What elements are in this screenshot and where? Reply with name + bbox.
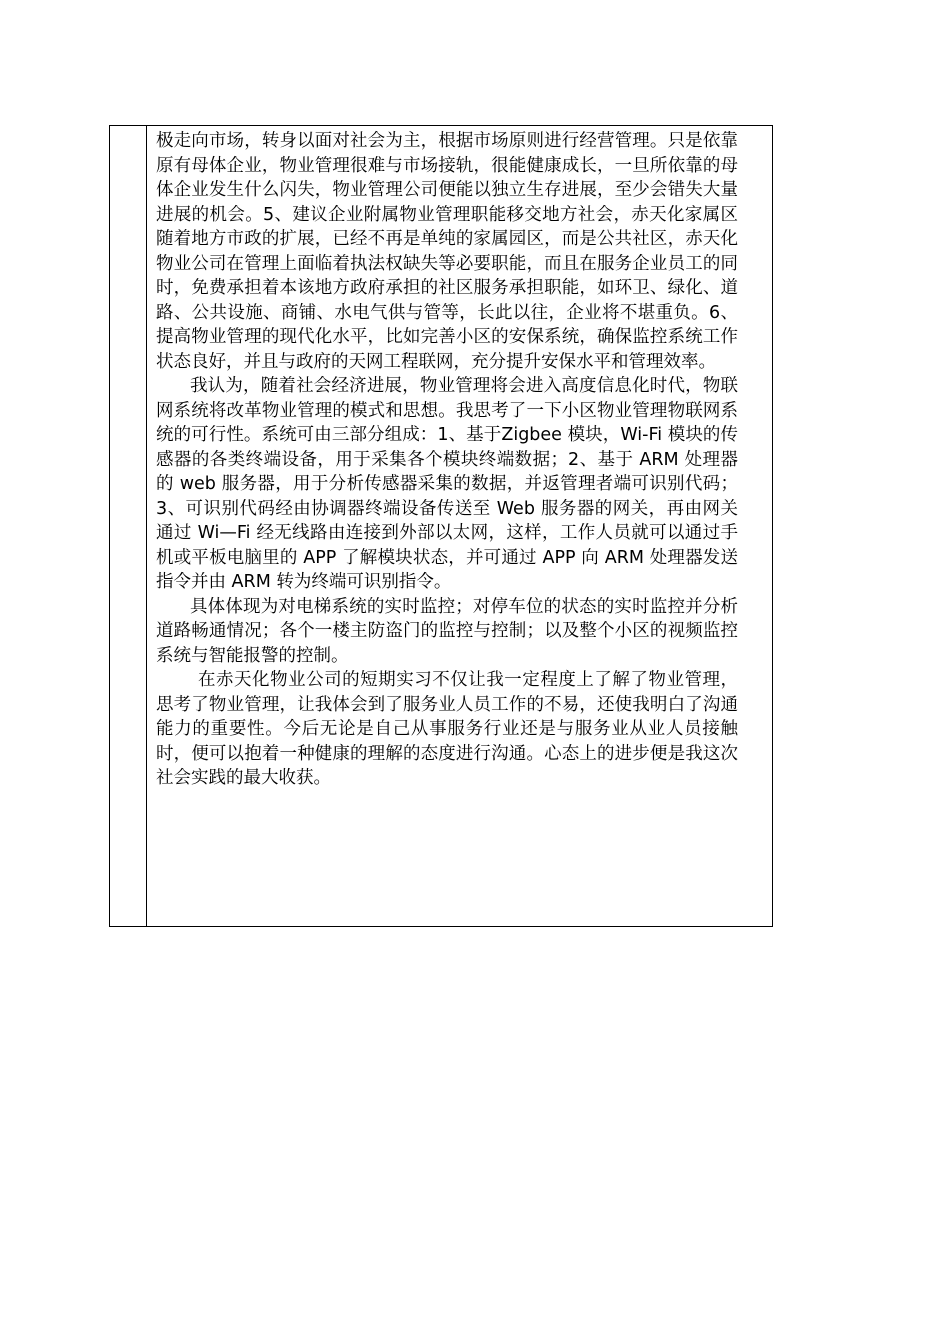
paragraph-4: 在赤天化物业公司的短期实习不仅让我一定程度上了解了物业管理，思考了物业管理，让我体会到了服务业人员工作的不易，还使我明白了沟通能力的重要性。今后无论是自己从事服务行业还是与服务业从业人员接触时，便可以抱着一种健康的理解的态度进行沟通。心态上的进步便是我这次社会实践的最大收获。 <box>156 670 738 788</box>
table-left-column <box>110 126 147 926</box>
paragraph-1: 极走向市场，转身以面对社会为主，根据市场原则进行经营管理。只是依靠原有母体企业，物业管理很难与市场接轨，很能健康成长，一旦所依靠的母体企业发生什么闪失，物业管理公司便能以独立生存进展，至少会错失大量进展的机会。5、建议企业附属物业管理职能移交地方社会，赤天化家属区随着地方市政的扩展，已经不再是单纯的家属园区，而是公共社区，赤天化物业公司在管理上面临着执法权缺失等必要职能，而且在服务企业员工的同时，免费承担着本该地方政府承担的社区服务承担职能，如环卫、绿化、道路、公共设施、商铺、水电气供与管等，长此以往，企业将不堪重负。6、提高物业管理的现代化水平，比如完善小区的安保系统，确保监控系统工作状态良好，并且与政府的天网工程联网，充分提升安保水平和管理效率。 <box>156 131 738 372</box>
document-table <box>109 125 773 927</box>
paragraph-3: 具体体现为对电梯系统的实时监控；对停车位的状态的实时监控并分析道路畅通情况；各个一楼主防盗门的监控与控制；以及整个小区的视频监控系统与智能报警的控制。 <box>156 596 738 666</box>
table-content-cell <box>156 129 738 791</box>
paragraph-2: 我认为，随着社会经济进展，物业管理将会进入高度信息化时代，物联网系统将改革物业管理的模式和思想。我思考了一下小区物业管理物联网系统的可行性。系统可由三部分组成：1、基于Zigbee 模块，Wi-Fi 模块的传感器的各类终端设备，用于采集各个模块终端数据；2、基于 ARM 处理器的 web 服务器，用于分析传感器采集的数据，并返管理者端可识别代码；3、可识别代码经由协调器终端设备传送至 Web 服务器的网关，再由网关通过 Wi—Fi 经无线路由连接到外部以太网，这样，工作人员就可以通过手机或平板电脑里的 APP 了解模块状态，并可通过 APP 向 ARM 处理器发送指令并由 ARM 转为终端可识别指令。 <box>156 376 738 592</box>
